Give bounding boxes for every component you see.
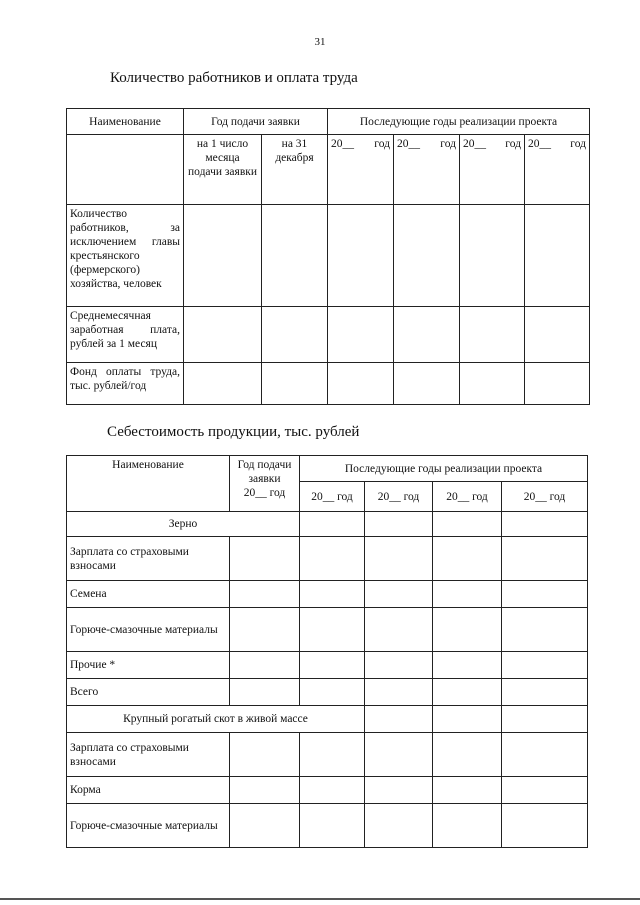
row-label: Зарплата со страховыми взносами [67, 537, 230, 581]
section-title-cost: Себестоимость продукции, тыс. рублей [107, 424, 360, 440]
row-label: Семена [67, 581, 230, 608]
group-title: Крупный рогатый скот в живой массе [67, 706, 365, 733]
row-label: Корма [67, 777, 230, 804]
page-number: 31 [314, 36, 326, 48]
data-cell[interactable] [460, 307, 525, 363]
data-cell[interactable] [365, 608, 433, 652]
section-title-workers: Количество работников и оплата труда [110, 70, 358, 86]
group-title: Зерно [67, 512, 300, 537]
data-cell[interactable] [460, 363, 525, 405]
data-cell[interactable] [184, 363, 262, 405]
table-row [67, 205, 590, 307]
data-cell[interactable] [262, 363, 328, 405]
data-cell[interactable] [394, 205, 460, 307]
data-cell[interactable] [230, 608, 300, 652]
header-year-2: 20__ год [365, 482, 433, 512]
data-cell[interactable] [433, 608, 502, 652]
header-name: Наименование [67, 109, 184, 135]
header-december-31: на 31 декабря [262, 135, 328, 205]
table-row [67, 608, 588, 652]
header-year-3: 20__ год [433, 482, 502, 512]
data-cell[interactable] [328, 363, 394, 405]
row-label: Фонд оплаты труда, тыс. рублей/год [67, 363, 184, 405]
data-cell[interactable] [502, 679, 588, 706]
data-cell[interactable] [433, 733, 502, 777]
table-row [67, 679, 588, 706]
data-cell[interactable] [394, 307, 460, 363]
header-year-2: 20__ год [394, 135, 460, 205]
data-cell[interactable] [433, 581, 502, 608]
data-cell[interactable] [230, 777, 300, 804]
header-application-year-label: Год подачи заявки [237, 459, 292, 485]
table-row [67, 733, 588, 777]
data-cell[interactable] [184, 205, 262, 307]
workers-table [66, 108, 590, 405]
data-cell[interactable] [300, 537, 365, 581]
data-cell[interactable] [433, 652, 502, 679]
data-cell[interactable] [365, 679, 433, 706]
data-cell[interactable] [262, 307, 328, 363]
row-label: Горюче-смазочные материалы [67, 608, 230, 652]
data-cell[interactable] [502, 581, 588, 608]
row-label: Всего [67, 679, 230, 706]
row-label: Среднемесячная заработная плата, рублей за 1 месяц [67, 307, 184, 363]
data-cell[interactable] [502, 512, 588, 537]
header-year-3: 20__ год [460, 135, 525, 205]
header-year-4: 20__ год [502, 482, 588, 512]
header-year-4: 20__ год [525, 135, 590, 205]
data-cell[interactable] [460, 205, 525, 307]
data-cell[interactable] [300, 608, 365, 652]
data-cell[interactable] [433, 537, 502, 581]
data-cell[interactable] [300, 581, 365, 608]
row-label: Зарплата со страховыми взносами [67, 733, 230, 777]
data-cell[interactable] [502, 777, 588, 804]
data-cell[interactable] [300, 733, 365, 777]
data-cell[interactable] [502, 652, 588, 679]
data-cell[interactable] [502, 706, 588, 733]
table-row [67, 581, 588, 608]
table-row [67, 652, 588, 679]
table-row [67, 537, 588, 581]
header-name: Наименование [67, 456, 230, 512]
data-cell[interactable] [502, 804, 588, 848]
data-cell[interactable] [502, 733, 588, 777]
row-label: Количество работников, за исключением главы крестьянского (фермерского) хозяйства, человек [67, 205, 184, 307]
data-cell[interactable] [365, 706, 433, 733]
data-cell[interactable] [525, 307, 590, 363]
header-year-1: 20__ год [328, 135, 394, 205]
data-cell[interactable] [328, 307, 394, 363]
row-label: Прочие * [67, 652, 230, 679]
data-cell[interactable] [365, 581, 433, 608]
data-cell[interactable] [262, 205, 328, 307]
data-cell[interactable] [230, 652, 300, 679]
table-row [67, 307, 590, 363]
data-cell[interactable] [365, 512, 433, 537]
data-cell[interactable] [525, 205, 590, 307]
data-cell[interactable] [300, 777, 365, 804]
header-application-year: Год подачи заявки [184, 109, 328, 135]
data-cell[interactable] [300, 804, 365, 848]
data-cell[interactable] [300, 512, 365, 537]
data-cell[interactable] [502, 608, 588, 652]
header-following-years: Последующие годы реализации проекта [300, 456, 588, 482]
data-cell[interactable] [230, 733, 300, 777]
table-row [67, 363, 590, 405]
table-row [67, 777, 588, 804]
data-cell[interactable] [433, 512, 502, 537]
data-cell[interactable] [502, 537, 588, 581]
header-application-year-value: 20__ год [243, 487, 286, 499]
group-row [67, 706, 588, 733]
row-label: Горюче-смазочные материалы [67, 804, 230, 848]
data-cell[interactable] [300, 679, 365, 706]
data-cell[interactable] [328, 205, 394, 307]
data-cell[interactable] [300, 652, 365, 679]
data-cell[interactable] [525, 363, 590, 405]
data-cell[interactable] [365, 804, 433, 848]
header-first-day-of-month: на 1 число месяца подачи заявки [184, 135, 262, 205]
table-row [67, 804, 588, 848]
data-cell[interactable] [433, 777, 502, 804]
page-bottom-rule [0, 898, 640, 900]
data-cell[interactable] [365, 733, 433, 777]
data-cell[interactable] [365, 537, 433, 581]
data-cell[interactable] [230, 679, 300, 706]
group-row [67, 512, 588, 537]
header-application-year [230, 456, 300, 512]
data-cell[interactable] [230, 804, 300, 848]
cost-table [66, 455, 588, 848]
data-cell[interactable] [433, 706, 502, 733]
header-year-1: 20__ год [300, 482, 365, 512]
data-cell[interactable] [365, 777, 433, 804]
data-cell[interactable] [184, 307, 262, 363]
header-following-years: Последующие годы реализации проекта [328, 109, 590, 135]
header-blank-cell [67, 135, 184, 205]
data-cell[interactable] [433, 804, 502, 848]
data-cell[interactable] [394, 363, 460, 405]
data-cell[interactable] [365, 652, 433, 679]
data-cell[interactable] [230, 537, 300, 581]
data-cell[interactable] [433, 679, 502, 706]
data-cell[interactable] [230, 581, 300, 608]
